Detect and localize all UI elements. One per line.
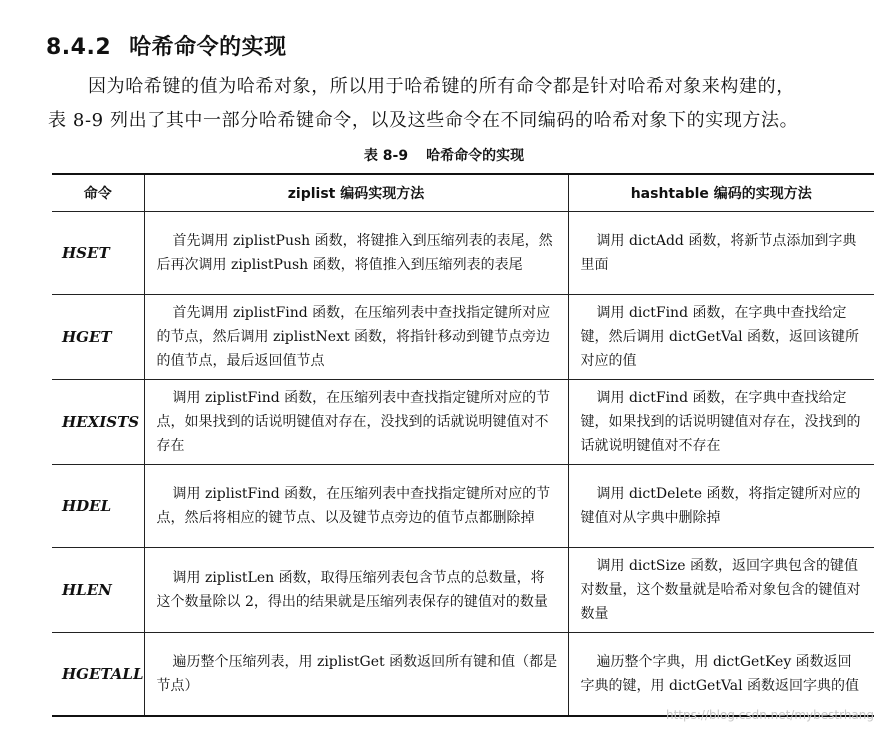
table-row bbox=[52, 633, 874, 716]
hashtable-impl-cell: 调用 dictAdd 函数，将新节点添加到字典里面 bbox=[568, 212, 874, 295]
section-title: 哈希命令的实现 bbox=[129, 35, 287, 60]
ziplist-impl-cell: 首先调用 ziplistFind 函数，在压缩列表中查找指定键所对应的节点，然后调用 ziplistNext 函数，将指针移动到键节点旁边的值节点，最后返回值节点 bbox=[144, 295, 568, 380]
intro-paragraph bbox=[48, 70, 878, 138]
command-cell: HGET bbox=[52, 295, 144, 380]
watermark-text: https://blog.csdn.net/mybestrhang bbox=[665, 708, 874, 722]
hashtable-impl-cell: 调用 dictDelete 函数，将指定键所对应的键值对从字典中删除掉 bbox=[568, 465, 874, 548]
ziplist-impl-cell: 调用 ziplistFind 函数，在压缩列表中查找指定键所对应的节点，然后将相应的键节点、以及键节点旁边的值节点都删除掉 bbox=[144, 465, 568, 548]
command-cell: HEXISTS bbox=[52, 380, 144, 465]
header-command: 命令 bbox=[52, 174, 144, 212]
hashtable-impl-cell: 调用 dictSize 函数，返回字典包含的键值对数量，这个数量就是哈希对象包含的键值对数量 bbox=[568, 548, 874, 633]
hashtable-impl-cell: 调用 dictFind 函数，在字典中查找给定键，如果找到的话说明键值对存在，没找到的话就说明键值对不存在 bbox=[568, 380, 874, 465]
command-cell: HGETALL bbox=[52, 633, 144, 716]
table-row bbox=[52, 295, 874, 380]
ziplist-impl-cell: 首先调用 ziplistPush 函数，将键推入到压缩列表的表尾，然后再次调用 ziplistPush 函数，将值推入到压缩列表的表尾 bbox=[144, 212, 568, 295]
command-cell: HLEN bbox=[52, 548, 144, 633]
intro-line-1: 因为哈希键的值为哈希对象，所以用于哈希键的所有命令都是针对哈希对象来构建的， bbox=[88, 76, 795, 97]
header-hashtable: hashtable 编码的实现方法 bbox=[568, 174, 874, 212]
ziplist-impl-cell: 调用 ziplistLen 函数，取得压缩列表包含节点的总数量，将这个数量除以 2，得出的结果就是压缩列表保存的键值对的数量 bbox=[144, 548, 568, 633]
hash-command-table bbox=[52, 173, 874, 717]
ziplist-impl-cell: 遍历整个压缩列表，用 ziplistGet 函数返回所有键和值（都是节点） bbox=[144, 633, 568, 716]
command-cell: HSET bbox=[52, 212, 144, 295]
section-number: 8.4.2 bbox=[46, 35, 112, 60]
hashtable-impl-cell: 调用 dictFind 函数，在字典中查找给定键，然后调用 dictGetVal 函数，返回该键所对应的值 bbox=[568, 295, 874, 380]
table-row bbox=[52, 212, 874, 295]
table-caption-number: 表 8-9 bbox=[363, 148, 409, 164]
intro-line-2: 表 8-9 列出了其中一部分哈希键命令，以及这些命令在不同编码的哈希对象下的实现方法。 bbox=[48, 110, 799, 131]
table-row bbox=[52, 465, 874, 548]
table-caption bbox=[0, 145, 888, 165]
header-ziplist: ziplist 编码实现方法 bbox=[144, 174, 568, 212]
table-header-row bbox=[52, 174, 874, 212]
section-heading bbox=[46, 30, 287, 61]
ziplist-impl-cell: 调用 ziplistFind 函数，在压缩列表中查找指定键所对应的节点，如果找到的话说明键值对存在，没找到的话就说明键值对不存在 bbox=[144, 380, 568, 465]
command-cell: HDEL bbox=[52, 465, 144, 548]
table-row bbox=[52, 548, 874, 633]
table-caption-title: 哈希命令的实现 bbox=[426, 148, 525, 164]
table-row bbox=[52, 380, 874, 465]
hashtable-impl-cell: 遍历整个字典，用 dictGetKey 函数返回字典的键，用 dictGetVal 函数返回字典的值 bbox=[568, 633, 874, 716]
